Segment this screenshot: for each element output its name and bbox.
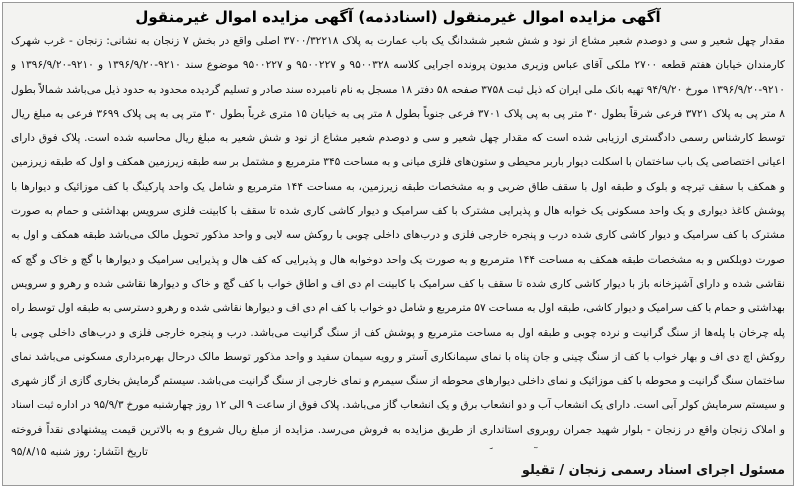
publication-date: تاریخ انتشار: روز شنبه ۹۵/۸/۱۵ [11, 446, 148, 458]
notice-footer [11, 443, 785, 481]
auction-notice [2, 2, 794, 486]
notice-title: آگهی مزایده اموال غیرمنقول (اسناد‌ذمه) آگهی مزایده اموال غیرمنقول [135, 8, 661, 26]
signature: مسئول اجرای اسناد رسمی زنجان / تقیلو [521, 463, 785, 478]
notice-body: مقدار چهل شعیر و سی و دوصدم شعیر مشاع از نود و شش شعیر ششدانگ یک باب عمارت به پلاک ۳۷۰۰/۳۲۲۱۸ اصلی واقع در بخش ۷ زنجان به نشانی: زنجان - غرب شهرک کارمندان خیابان هفتم قطعه ۲۷۰۰ ملکی آقای عباس وزیری مدیون پرونده اجرایی کلاسه ۹۵۰۰۳۲۸ و ۹۵۰۰۲۲۷ و ۹۵۰۰۲۲۷ موضوع سند ۹۲۱۰-۱۳۹۶/۹/۲۰ و ۹۲۱۰-۱۳۹۶/۹/۲۰ و ۹۲۱۰-۱۳۹۶/۹/۲۰ مورخ ۹۴/۹/۲۰ تهیه بانک ملی ایران که ذیل ثبت ۳۷۵۸ صفحه ۵۸ دفتر ۱۸ مسجل به نام نامبرده سند صادر و تسلیم گردیده محدود به حدود ذیل می‌باشد شمالاً بطول ۸ متر پی به پلاک ۳۷۲۱ فرعی شرقاً بطول ۳۰ متر پی به پی پلاک ۳۷۰۱ فرعی جنوباً بطول ۸ متر پی به خیابان ۱۵ متری غرباً بطول ۳۰ متر پی به پی پلاک ۳۶۹۹ فرعی به مبلغ ریال توسط کارشناس رسمی دادگستری ارزیابی شده است که مقدار چهل شعیر و سی و دوصدم شعیر مشاع از نود و شش شعیر به مبلغ ریال محاسبه شده است. پلاک فوق دارای اعیانی اختصاصی یک باب ساختمان با اسکلت دیوار باربر محیطی و ستون‌های فلزی میانی و به مساحت ۳۴۵ مترمربع و مشتمل بر سه طبقه زیرزمین همکف و اول که طبقه زیرزمین و همکف با سقف تیرچه و بلوک و طبقه اول با سقف طاق ضربی و به مشخصات طبقه زیرزمین، به مساحت ۱۴۴ مترمربع و شامل یک واحد پارکینگ با کف موزائیک و دیوارها با پوشش کاغذ دیواری و یک واحد مسکونی یک خوابه هال و پذیرایی مشترک با کف سرامیک و دیوار کاشی کاری شده تا سقف با کابینت فلزی سرویس بهداشتی و حمام به صورت مشترک با کف سرامیک و دیوار کاشی کاری شده درب و پنجره خارجی فلزی و درب‌های داخلی چوبی با روکش سه لایی و واحد مذکور تحویل مالک می‌باشد طبقه همکف و اول به صورت دوبلکس و به مشخصات طبقه همکف به مساحت ۱۴۴ مترمربع و به صورت یک واحد دوخوابه هال و پذیرایی که کف هال و پذیرایی سرامیک و دیوارها با گچ و خاک و گچ که نقاشی شده و دارای آشپزخانه باز با دیوار کاشی کاری شده تا سقف با کف سرامیک با کابینت ام دی اف و اطاق خواب با کف گچ و خاک و دیوارها نقاشی شده و رهرو و سرویس بهداشتی و حمام با کف سرامیک و دیوار کاشی، طبقه اول به مساحت ۵۷ مترمربع و شامل دو خواب با کف ام دی اف و دیوارها نقاشی شده و رهرو دسترسی به طبقه اول توسط راه پله چرخان با پله‌ها از سنگ گرانیت و نرده چوبی و طبقه اول به مساحت مترمربع و پوشش کف از سنگ گرانیت می‌باشد. درب و پنجره خارجی فلزی و درب‌های داخلی چوبی با روکش اچ دی اف و بهار خواب با کف از سنگ چینی و جان پناه با نمای سیمانکاری آستر و رویه سیمان سفید و واحد مذکور توسط مالک درحال بهره‌برداری مسکونی می‌باشد نمای ساختمان سنگ گرانیت و محوطه با کف موزائیک و نمای داخلی دیوارهای محوطه از سنگ سیمرم و نمای خارجی از سنگ گرانیت می‌باشد. سیستم گرمایش بخاری گازی از گاز شهری و سیستم سرمایش کولر آبی است. دارای یک انشعاب آب و دو انشعاب برق و یک انشعاب گاز می‌باشد. پلاک فوق از ساعت ۹ الی ۱۲ روز چهارشنبه مورخ ۹۵/۹/۳ در اداره ثبت اسناد و املاک زنجان واقع در زنجان - بلوار شهید جمران روبروی استانداری از طریق مزایده به فروش می‌رسد. مزایده از مبلغ ریال شروع و به بالاترین قیمت پیشنهادی نقداً فروخته [11, 35, 785, 436]
